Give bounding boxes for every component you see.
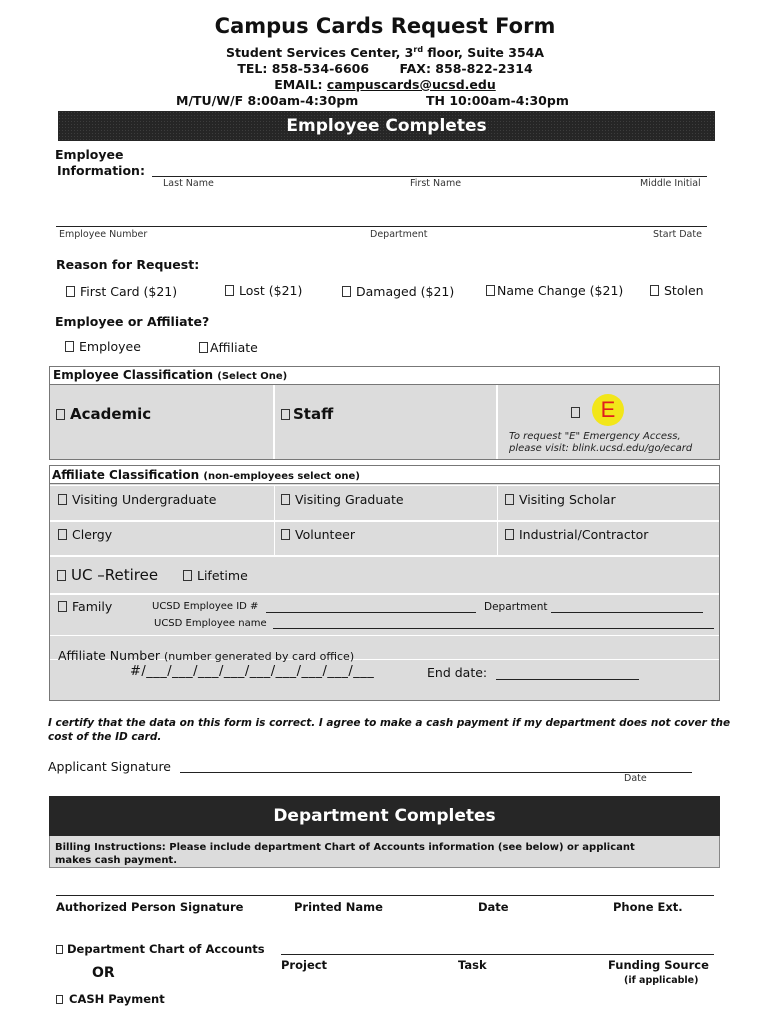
certify-text-1: I certify that the data on this form is correct. I agree to make a cash payment if my department does not cover the — [48, 717, 731, 729]
opt-lifetime[interactable]: Lifetime — [183, 568, 248, 583]
checkbox-icon[interactable] — [58, 601, 67, 612]
reason-stolen[interactable]: Stolen — [650, 283, 704, 298]
checkbox-icon[interactable] — [486, 285, 495, 296]
family-department-label: Department — [484, 601, 548, 613]
reason-name-change[interactable]: Name Change ($21) — [486, 283, 623, 298]
phone-fax-line — [0, 61, 770, 76]
affiliate-number-field[interactable]: #/___/___/___/___/___/___/___/___/___ — [130, 664, 375, 679]
employee-number-caption: Employee Number — [59, 229, 148, 240]
employee-number-field[interactable] — [56, 226, 707, 227]
project-caption: Project — [281, 958, 328, 972]
if-applicable-caption: (if applicable) — [624, 975, 699, 986]
ucsd-emp-name-field[interactable] — [273, 628, 714, 629]
checkbox-icon[interactable] — [66, 286, 75, 297]
checkbox-icon[interactable] — [225, 285, 234, 296]
ucsd-emp-id-label: UCSD Employee ID # — [152, 601, 259, 612]
checkbox-icon[interactable] — [281, 494, 290, 505]
ucsd-emp-id-field[interactable] — [266, 612, 476, 613]
reason-lost[interactable]: Lost ($21) — [225, 283, 302, 298]
name-field[interactable] — [152, 176, 707, 177]
opt-clergy[interactable]: Clergy — [58, 527, 112, 542]
checkbox-icon[interactable] — [183, 570, 192, 581]
end-date-field[interactable] — [496, 679, 639, 680]
applicant-signature-label: Applicant Signature — [48, 759, 171, 774]
affiliate-number-label: Affiliate Number (number generated by card office) — [58, 648, 355, 663]
staff-label: Staff — [293, 405, 334, 423]
applicant-signature-field[interactable] — [180, 772, 692, 773]
checkbox-icon[interactable] — [571, 407, 580, 418]
funding-source-caption: Funding Source — [608, 958, 709, 972]
department-caption: Department — [370, 229, 428, 240]
option-employee[interactable]: Employee — [65, 339, 141, 354]
fax: FAX: 858-822-2314 — [399, 61, 533, 76]
checkbox-icon[interactable] — [505, 529, 514, 540]
task-caption: Task — [458, 958, 487, 972]
checkbox-icon[interactable] — [342, 286, 351, 297]
checkbox-icon[interactable] — [281, 409, 290, 420]
checkbox-icon[interactable] — [58, 529, 67, 540]
checkbox-icon[interactable] — [650, 285, 659, 296]
opt-uc-retiree[interactable]: UC –Retiree — [57, 566, 158, 584]
hours-1: M/TU/W/F 8:00am-4:30pm — [176, 93, 359, 108]
ucsd-emp-name-label: UCSD Employee name — [154, 618, 267, 629]
checkbox-icon[interactable] — [281, 529, 290, 540]
checkbox-icon[interactable] — [57, 570, 66, 581]
or-label: OR — [92, 965, 115, 981]
printed-name-caption: Printed Name — [294, 900, 383, 914]
family-department-field[interactable] — [551, 612, 703, 613]
dept-date-caption: Date — [478, 900, 509, 914]
employee-classification-box — [49, 366, 720, 460]
opt-visiting-graduate[interactable]: Visiting Graduate — [281, 492, 404, 507]
department-completes-bar: Department Completes — [49, 796, 720, 836]
billing-instructions-box — [49, 836, 720, 868]
checkbox-icon[interactable] — [505, 494, 514, 505]
opt-visiting-undergraduate[interactable]: Visiting Undergraduate — [58, 492, 216, 507]
checkbox-icon[interactable] — [56, 995, 63, 1004]
option-affiliate[interactable]: Affiliate — [199, 340, 258, 355]
checkbox-icon[interactable] — [65, 341, 74, 352]
employee-completes-bar: Employee Completes — [58, 111, 715, 141]
phone-ext-caption: Phone Ext. — [613, 900, 683, 914]
affiliate-classification-heading: Affiliate Classification (non-employees select one) — [52, 468, 360, 482]
reason-damaged[interactable]: Damaged ($21) — [342, 284, 454, 299]
cell-staff[interactable] — [275, 385, 497, 459]
billing-text-2: makes cash payment. — [55, 855, 178, 866]
employee-classification-heading: Employee Classification (Select One) — [53, 368, 288, 382]
end-date-label: End date: — [427, 665, 488, 680]
checkbox-icon[interactable] — [58, 494, 67, 505]
tel: TEL: 858-534-6606 — [237, 61, 370, 76]
checkbox-icon[interactable] — [199, 342, 208, 353]
opt-family[interactable]: Family — [58, 599, 112, 614]
billing-text-1: Billing Instructions: Please include department Chart of Accounts information (see below) or applicant — [55, 842, 635, 853]
last-name-caption: Last Name — [163, 178, 214, 189]
certify-text-2: cost of the ID card. — [48, 731, 162, 743]
emergency-e-badge-icon: E — [592, 394, 624, 426]
checkbox-icon[interactable] — [56, 945, 63, 954]
chart-of-accounts-field[interactable] — [281, 954, 714, 955]
email-link[interactable]: campuscards@ucsd.edu — [326, 77, 496, 92]
employee-info-label: Employee — [55, 147, 124, 162]
reason-first-card[interactable]: First Card ($21) — [66, 284, 177, 299]
auth-sig-caption: Authorized Person Signature — [56, 900, 244, 914]
emp-or-aff-label: Employee or Affiliate? — [55, 314, 210, 329]
opt-visiting-scholar[interactable]: Visiting Scholar — [505, 492, 616, 507]
first-name-caption: First Name — [410, 178, 462, 189]
emergency-link[interactable]: blink.ucsd.edu/go/ecard — [572, 443, 693, 454]
middle-initial-caption: Middle Initial — [640, 178, 701, 189]
academic-label: Academic — [70, 405, 152, 423]
reason-label: Reason for Request: — [56, 257, 200, 272]
form-title: Campus Cards Request Form — [214, 14, 556, 38]
address-line: Student Services Center, 3rd floor, Suite 354A — [225, 45, 545, 61]
opt-chart-of-accounts[interactable]: Department Chart of Accounts — [56, 942, 265, 956]
cell-academic[interactable] — [50, 385, 274, 459]
opt-volunteer[interactable]: Volunteer — [281, 527, 355, 542]
hours-2: TH 10:00am-4:30pm — [426, 93, 569, 108]
email-line: EMAIL: campuscards@ucsd.edu — [274, 77, 496, 92]
emergency-note: To request "E" Emergency Access, please visit: blink.ucsd.edu/go/ecard — [509, 431, 693, 454]
authorized-signature-field[interactable] — [56, 895, 714, 896]
checkbox-icon[interactable] — [56, 409, 65, 420]
opt-industrial-contractor[interactable]: Industrial/Contractor — [505, 527, 648, 542]
signature-date-caption: Date — [624, 773, 647, 784]
opt-cash-payment[interactable]: CASH Payment — [56, 992, 165, 1006]
cell-emergency[interactable] — [498, 385, 719, 459]
affiliate-classification-box — [49, 465, 720, 701]
start-date-caption: Start Date — [653, 229, 702, 240]
